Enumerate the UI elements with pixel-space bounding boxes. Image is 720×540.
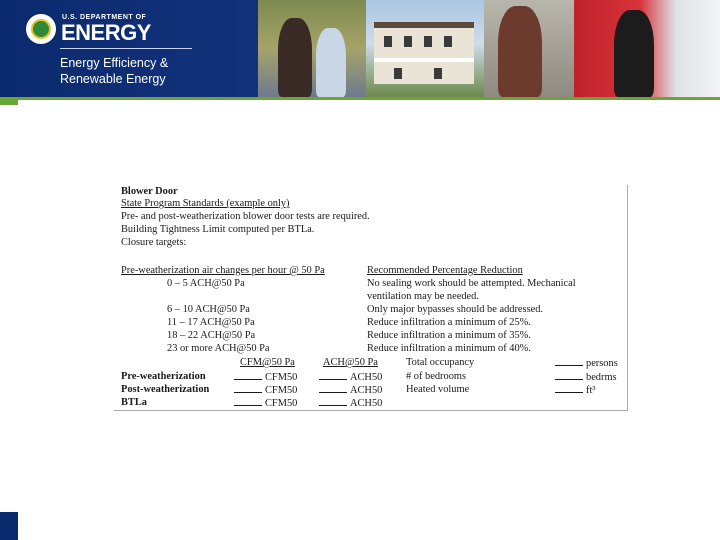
cfm-entry bbox=[234, 371, 297, 384]
banner-divider bbox=[60, 48, 192, 49]
worksheet-unit-label: persons bbox=[586, 358, 618, 369]
reduction-action: No sealing work should be attempted. Mechanical bbox=[367, 278, 576, 289]
worksheet-unit bbox=[555, 357, 618, 370]
ach-range: 0 – 5 ACH@50 Pa bbox=[167, 278, 245, 289]
worksheet-unit bbox=[555, 384, 595, 397]
ach-unit: ACH50 bbox=[350, 372, 383, 383]
cfm-column-header: CFM@50 Pa bbox=[240, 357, 295, 368]
document-line: Pre- and post-weatherization blower door tests are required. bbox=[121, 211, 370, 222]
blower-door-standards-document bbox=[114, 185, 628, 411]
worksheet-row-label: BTLa bbox=[121, 397, 147, 408]
agency-name: U.S. DEPARTMENT OF bbox=[62, 14, 147, 21]
ach-unit: ACH50 bbox=[350, 398, 383, 409]
worksheet-unit-label: bedrms bbox=[586, 372, 617, 383]
photo-workers-outdoors bbox=[258, 0, 366, 97]
ach-entry bbox=[319, 397, 382, 410]
worksheet-field: # of bedrooms bbox=[406, 371, 467, 382]
office-name-line1: Energy Efficiency & bbox=[60, 56, 169, 70]
corner-accent bbox=[0, 97, 18, 105]
worksheet-field: Heated volume bbox=[406, 384, 470, 395]
ach-entry bbox=[319, 384, 382, 397]
ach-range: 18 – 22 ACH@50 Pa bbox=[167, 330, 256, 341]
ach-range: 11 – 17 ACH@50 Pa bbox=[167, 317, 255, 328]
ach-unit: ACH50 bbox=[350, 385, 383, 396]
ach-worksheet-header: ACH@50 Pa bbox=[323, 357, 378, 368]
reduction-column-header: Recommended Percentage Reduction bbox=[367, 265, 523, 276]
office-name bbox=[60, 55, 168, 87]
worksheet-unit bbox=[555, 371, 617, 384]
reduction-action: ventilation may be needed. bbox=[367, 291, 479, 302]
header-banner bbox=[0, 0, 720, 97]
document-subtitle: State Program Standards (example only) bbox=[121, 198, 290, 209]
cfm-unit: CFM50 bbox=[265, 385, 298, 396]
worksheet-unit-label: ft³ bbox=[586, 385, 596, 396]
photo-technician bbox=[484, 0, 574, 97]
reduction-action: Reduce infiltration a minimum of 35%. bbox=[367, 330, 531, 341]
document-line: Closure targets: bbox=[121, 237, 187, 248]
energy-wordmark: ENERGY bbox=[61, 20, 151, 45]
office-name-line2: Renewable Energy bbox=[60, 72, 166, 86]
cfm-entry bbox=[234, 397, 297, 410]
cfm-unit: CFM50 bbox=[265, 372, 298, 383]
ach-column-header: Pre-weatherization air changes per hour @ 50 Pa bbox=[121, 265, 325, 276]
cfm-unit: CFM50 bbox=[265, 398, 298, 409]
ach-range: 6 – 10 ACH@50 Pa bbox=[167, 304, 250, 315]
reduction-action: Reduce infiltration a minimum of 25%. bbox=[367, 317, 531, 328]
ach-entry bbox=[319, 371, 382, 384]
photo-house bbox=[366, 0, 484, 97]
banner-accent-stripe bbox=[0, 97, 720, 100]
ach-range: 23 or more ACH@50 Pa bbox=[167, 343, 270, 354]
document-title: Blower Door bbox=[121, 186, 178, 197]
doe-seal-icon bbox=[24, 12, 58, 46]
document-line: Building Tightness Limit computed per BTLa. bbox=[121, 224, 315, 235]
worksheet-field: Total occupancy bbox=[406, 357, 475, 368]
reduction-action: Reduce infiltration a minimum of 40%. bbox=[367, 343, 531, 354]
worksheet-row-label: Pre-weatherization bbox=[121, 371, 206, 382]
reduction-action: Only major bypasses should be addressed. bbox=[367, 304, 544, 315]
worksheet-row-label: Post-weatherization bbox=[121, 384, 210, 395]
photo-blower-door bbox=[574, 0, 720, 97]
footer-corner-block bbox=[0, 512, 18, 540]
cfm-entry bbox=[234, 384, 297, 397]
